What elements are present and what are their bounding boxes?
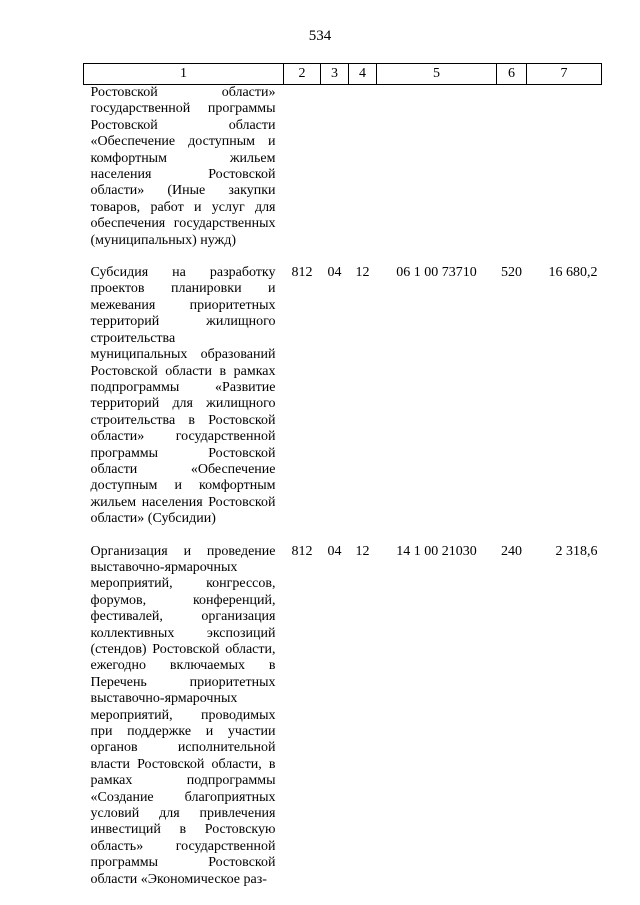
- column-header-2: 2: [284, 64, 321, 85]
- row-col2: [284, 85, 321, 266]
- table-row: [84, 85, 602, 266]
- column-header-6: 6: [497, 64, 527, 85]
- row-col3: 04: [327, 543, 342, 559]
- row-col7: 16 680,2: [548, 265, 598, 281]
- table-body: [84, 85, 602, 905]
- table-header: [84, 64, 602, 85]
- column-header-7: 7: [527, 64, 602, 85]
- row-col3: [321, 85, 349, 266]
- row-col6: [497, 85, 527, 266]
- column-header-5: 5: [377, 64, 497, 85]
- header-row: [84, 64, 602, 85]
- row-col3: 04: [327, 265, 342, 281]
- page-number: 534: [308, 28, 332, 44]
- column-header-1: 1: [84, 64, 284, 85]
- row-col6: 520: [501, 265, 522, 281]
- row-col4: 12: [355, 543, 370, 559]
- row-col4: [349, 85, 377, 266]
- row-description: Субсидия на разработку проектов планировки и межевания приоритетных территорий жилищного строительства муниципальных образований Ростовской области в рамках подпрограммы «Развитие территорий для жилищного строительства в Ростовской области» государственной программы Ростовской области «Обеспечение доступным и комфортным жильем населения Ростовской области» (Субсидии): [90, 265, 276, 527]
- column-header-4: 4: [349, 64, 377, 85]
- table-row: [84, 265, 602, 544]
- row-col7: [527, 85, 602, 266]
- row-description: Организация и проведение выставочно-ярмарочных мероприятий, конгрессов, форумов, конференций, фестивалей, организация коллективных экспозиций (стендов) Ростовской области, ежегодно включаемых в Перечень приоритетных выставочно-ярмарочных мероприятий, проводимых при поддержке и участии органов исполнительной власти Ростовской области, в рамках подпрограммы «Создание благоприятных условий для привлечения инвестиций в Ростовскую область» государственной программы Ростовской области «Экономическое раз-: [90, 543, 276, 887]
- row-col5: 06 1 00 73710: [396, 265, 477, 281]
- table-row: [84, 544, 602, 905]
- column-header-3: 3: [321, 64, 349, 85]
- row-col5: 14 1 00 21030: [396, 543, 477, 559]
- row-col6: 240: [501, 543, 522, 559]
- row-col4: 12: [355, 265, 370, 281]
- row-col2: 812: [291, 543, 313, 559]
- budget-table: [83, 63, 602, 904]
- row-col2: 812: [291, 265, 313, 281]
- row-description: Ростовской области» государственной программы Ростовской области «Обеспечение доступным и комфортным жильем населения Ростовской области» (Иные закупки товаров, работ и услуг для обеспечения государственных (муниципальных) нужд): [90, 85, 276, 248]
- row-col5: [377, 85, 497, 266]
- row-col7: 2 318,6: [555, 543, 598, 559]
